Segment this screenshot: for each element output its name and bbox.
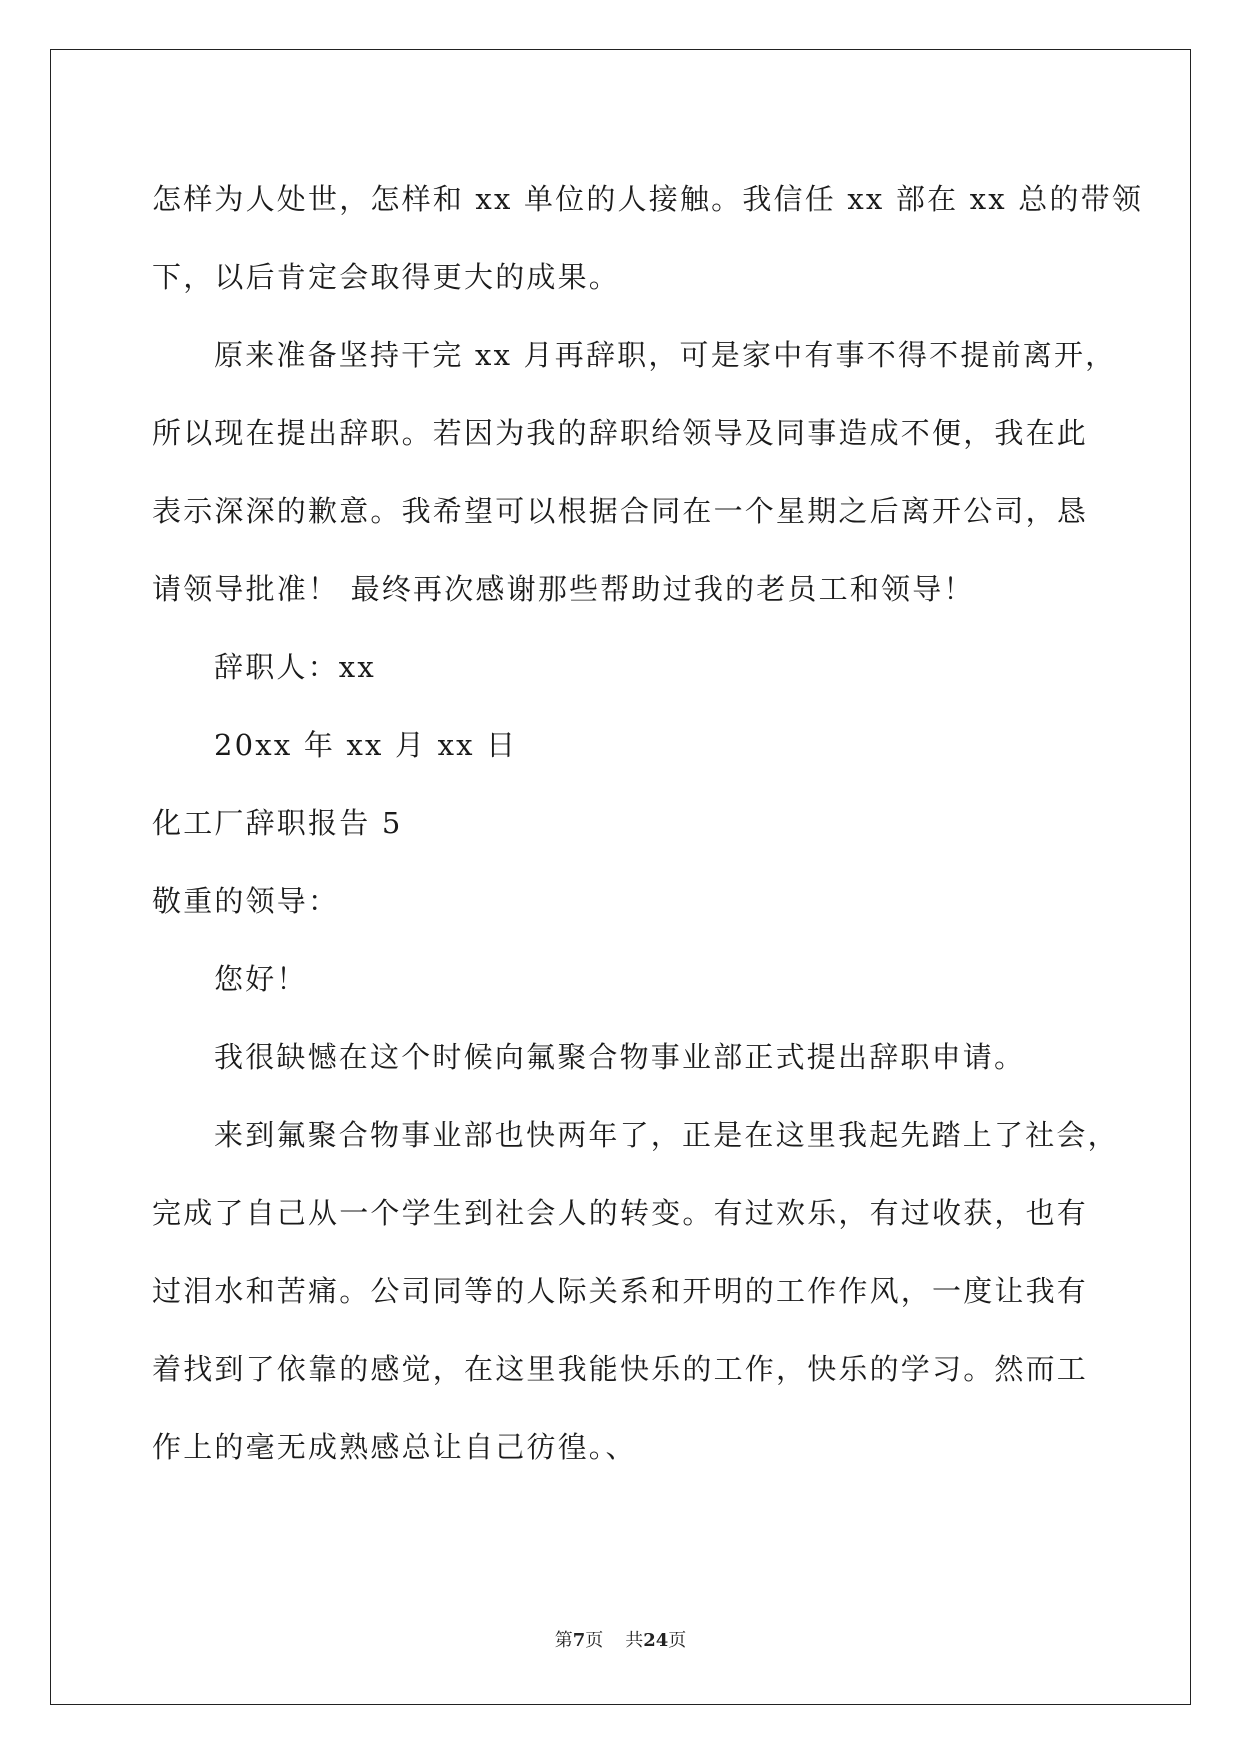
- page-footer: [0, 1626, 1241, 1652]
- text-line: 下，以后肯定会取得更大的成果。: [152, 260, 621, 294]
- paragraph-start: 原来准备坚持干完 xx 月再辞职，可是家中有事不得不提前离开，: [214, 338, 1117, 372]
- paragraph-start: 我很缺憾在这个时候向氟聚合物事业部正式提出辞职申请。: [214, 1040, 1026, 1074]
- signature-line: 辞职人：xx: [214, 650, 376, 684]
- greeting: 您好！: [214, 962, 308, 996]
- paragraph-start: 来到氟聚合物事业部也快两年了，正是在这里我起先踏上了社会，: [214, 1118, 1119, 1152]
- text-line: 作上的毫无成熟感总让自己彷徨。、: [152, 1430, 637, 1464]
- footer-page-suffix: 页: [585, 1630, 604, 1651]
- date-line: 20xx 年 xx 月 xx 日: [214, 728, 518, 762]
- footer-prefix: 第: [554, 1630, 573, 1651]
- text-line: 所以现在提出辞职。若因为我的辞职给领导及同事造成不便，我在此: [152, 416, 1089, 450]
- text-line: 过泪水和苦痛。公司同等的人际关系和开明的工作作风，一度让我有: [152, 1274, 1089, 1308]
- text-line: 着找到了依靠的感觉，在这里我能快乐的工作，快乐的学习。然而工: [152, 1352, 1089, 1386]
- salutation: 敬重的领导：: [152, 884, 340, 918]
- total-pages: 24: [643, 1630, 669, 1651]
- footer-total-prefix: 共: [625, 1630, 644, 1651]
- text-line: 请领导批准！ 最终再次感谢那些帮助过我的老员工和领导！: [152, 572, 975, 606]
- document-body: [152, 160, 1144, 1486]
- text-line: 怎样为人处世，怎样和 xx 单位的人接触。我信任 xx 部在 xx 总的带领: [152, 182, 1144, 216]
- section-title: 化工厂辞职报告 5: [152, 806, 403, 840]
- text-line: 表示深深的歉意。我希望可以根据合同在一个星期之后离开公司，恳: [152, 494, 1089, 528]
- text-line: 完成了自己从一个学生到社会人的转变。有过欢乐，有过收获，也有: [152, 1196, 1089, 1230]
- page-number: 7: [572, 1630, 586, 1651]
- footer-total-suffix: 页: [668, 1630, 687, 1651]
